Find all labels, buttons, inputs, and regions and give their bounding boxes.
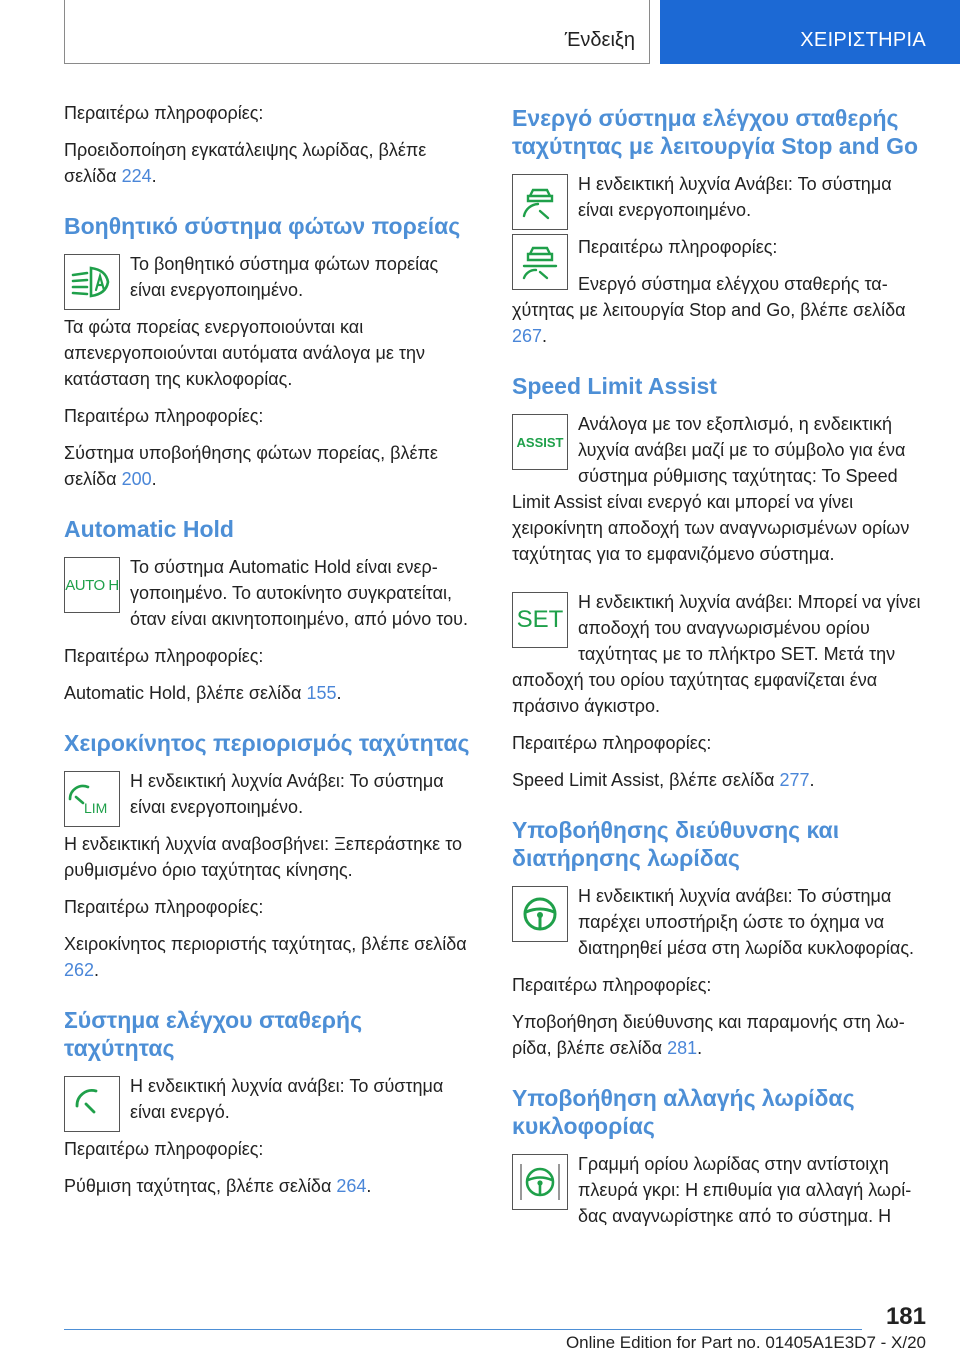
heading-high-beam-assist: Βοηθητικό σύστημα φώτων πορείας [64, 213, 461, 239]
entry-speed-limit-assist [512, 411, 926, 567]
reference-text: Προειδοποίηση εγκατάλειψης λωρίδας, βλέπε σελίδα 224. [64, 140, 427, 186]
section-title: Ένδειξη [564, 29, 635, 51]
entry-automatic-hold [64, 554, 478, 632]
cruise-control-icon [512, 174, 568, 230]
more-info-label: Περαιτέρω πληροφορίες: [64, 406, 264, 426]
entry-speed-limit-set [512, 589, 926, 719]
heading-automatic-hold: Automatic Hold [64, 516, 234, 542]
edition-text: Online Edition for Part no. 01405A1E3D7 - X/20 [565, 1333, 926, 1352]
paragraph: Η ενδεικτική λυχνία Ανάβει: Το σύστημα είναι ενεργοποιημένο. [130, 771, 444, 817]
reference-text: Σύστημα υποβοήθησης φώτων πορείας, βλέπε σελίδα 200. [64, 443, 438, 489]
entry-cruise-control [64, 1073, 478, 1162]
reference-text: Ενεργό σύστημα ελέγχου σταθερής ταχύτητας με λειτουργία Stop and Go, βλέπε σελίδα 267. [512, 274, 906, 346]
reference-text: Υποβοήθηση διεύθυνσης και παραμονής στη λωρίδα, βλέπε σελίδα 281. [512, 1012, 905, 1058]
more-info-label: Περαιτέρω πληροφορίες: [64, 646, 264, 666]
lane-change-icon [512, 1154, 568, 1210]
paragraph: Το σύστημα Automatic Hold είναι ενεργοποιημένο. Το αυτοκίνητο συγκρατείται, όταν είναι ακινητοποιημένο, από μόνο του. [130, 557, 469, 629]
reference-text: Speed Limit Assist, βλέπε σελίδα 277. [512, 770, 815, 790]
paragraph: Η ενδεικτική λυχνία ανάβει: Μπορεί να γίνει αποδοχή του αναγνωρισμένου ορίου ταχύτητας με το πλήκτρο SET. Μετά την αποδοχή του ορίου ταχύτητας εμφανίζεται ένα πράσινο άγκιστρο. [512, 592, 921, 716]
set-icon: SET [512, 592, 568, 648]
speed-limiter-icon [64, 771, 120, 827]
entry-steering-lane-assist [512, 883, 926, 961]
more-info-label: Περαιτέρω πληροφορίες: [64, 103, 264, 123]
footer-divider [64, 1329, 862, 1330]
more-info-label: Περαιτέρω πληροφορίες: [64, 897, 264, 917]
more-info-label: Περαιτέρω πληροφορίες: [512, 733, 712, 753]
right-column [512, 100, 926, 1240]
paragraph: Η ενδεικτική λυχνία ανάβει: Το σύστημα παρέχει υποστήριξη ώστε το όχημα να διατηρηθεί μέσα στη λωρίδα κυκλοφορίας. [578, 886, 915, 958]
page-link[interactable]: 262 [64, 960, 95, 980]
left-column [64, 100, 478, 1210]
svg-text:LIM: LIM [84, 800, 108, 816]
paragraph: Τα φώτα πορείας ενεργοποιούνται και απενεργοποιούνται αυτόματα ανάλογα με την κατάσταση της κυκλοφορίας. [64, 317, 426, 389]
paragraph: Γραμμή ορίου λωρίδας στην αντίστοιχη πλευρά γκρι: Η επιθυμία για αλλαγή λωρίδας αναγνωρίστηκε από το σύστημα. Η [578, 1154, 912, 1226]
reference-text: Automatic Hold, βλέπε σελίδα 155. [64, 683, 342, 703]
paragraph: Η ενδεικτική λυχνία ανάβει: Το σύστημα είναι ενεργό. [130, 1076, 444, 1122]
heading-speed-limiter: Χειροκίνητος περιορισμός ταχύτητας [64, 730, 470, 756]
more-info-label: Περαιτέρω πληροφορίες: [578, 237, 778, 257]
more-info-label: Περαιτέρω πληροφορίες: [512, 975, 712, 995]
paragraph: Η ενδεικτική λυχνία Ανάβει: Το σύστημα είναι ενεργοποιημένο. [578, 174, 892, 220]
chapter-title: ΧΕΙΡΙΣΤΗΡΙΑ [800, 29, 926, 51]
heading-lane-change-assist: Υποβοήθηση αλλαγής λωρίδας κυκλοφορίας [512, 1085, 855, 1139]
heading-cruise-control: Σύστημα ελέγχου σταθερής ταχύτητας [64, 1007, 363, 1061]
heading-active-cruise-control: Ενεργό σύστημα ελέγχου σταθερής ταχύτητας με λειτουργία Stop and Go [512, 105, 919, 159]
assist-icon: ASSIST [512, 414, 568, 470]
page-link[interactable]: 281 [667, 1038, 698, 1058]
reference-text: Χειροκίνητος περιοριστής ταχύτητας, βλέπε σελίδα 262. [64, 934, 467, 980]
heading-steering-lane-assist: Υποβοήθησης διεύθυνσης και διατήρησης λωρίδας [512, 817, 840, 871]
paragraph: Το βοηθητικό σύστημα φώτων πορείας είναι ενεργοποιημένο. [130, 254, 439, 300]
page-link[interactable]: 224 [121, 166, 152, 186]
auto-hold-icon: AUTO H [64, 557, 120, 613]
header-chapter-box [660, 0, 960, 64]
entry-high-beam-assist [64, 251, 478, 392]
paragraph: Ανάλογα με τον εξοπλισμό, η ενδεικτική λυχνία ανάβει μαζί με το σύμβολο για ένα σύστημα ρύθμισης ταχύτητας: Το Speed Limit Assist είναι ενεργό και μπορεί να γίνει χειροκίνητη αποδοχή των αναγνωρισμένων ορίων ταχύτητας για το εμφανιζόμενο σύστημα. [512, 414, 910, 564]
paragraph: Η ενδεικτική λυχνία αναβοσβήνει: Ξεπεράστηκε το ρυθμισμένο όριο ταχύτητας κίνησης. [64, 834, 463, 880]
high-beam-assist-icon [64, 254, 120, 310]
cruise-control-icon [64, 1076, 120, 1132]
active-cruise-control-icon [512, 234, 568, 290]
page-number: 181 [885, 1303, 926, 1330]
page-link[interactable]: 200 [121, 469, 152, 489]
reference-text: Ρύθμιση ταχύτητας, βλέπε σελίδα 264. [64, 1176, 372, 1196]
page-link[interactable]: 264 [336, 1176, 367, 1196]
page-link[interactable]: 267 [512, 326, 543, 346]
entry-speed-limiter [64, 768, 478, 883]
page-link[interactable]: 155 [306, 683, 337, 703]
entry-active-cruise-control [512, 171, 926, 349]
page-link[interactable]: 277 [779, 770, 810, 790]
header-section-box [64, 0, 650, 64]
heading-speed-limit-assist: Speed Limit Assist [512, 373, 717, 399]
more-info-label: Περαιτέρω πληροφορίες: [64, 1139, 264, 1159]
entry-lane-change-assist [512, 1151, 926, 1229]
steering-wheel-icon [512, 886, 568, 942]
